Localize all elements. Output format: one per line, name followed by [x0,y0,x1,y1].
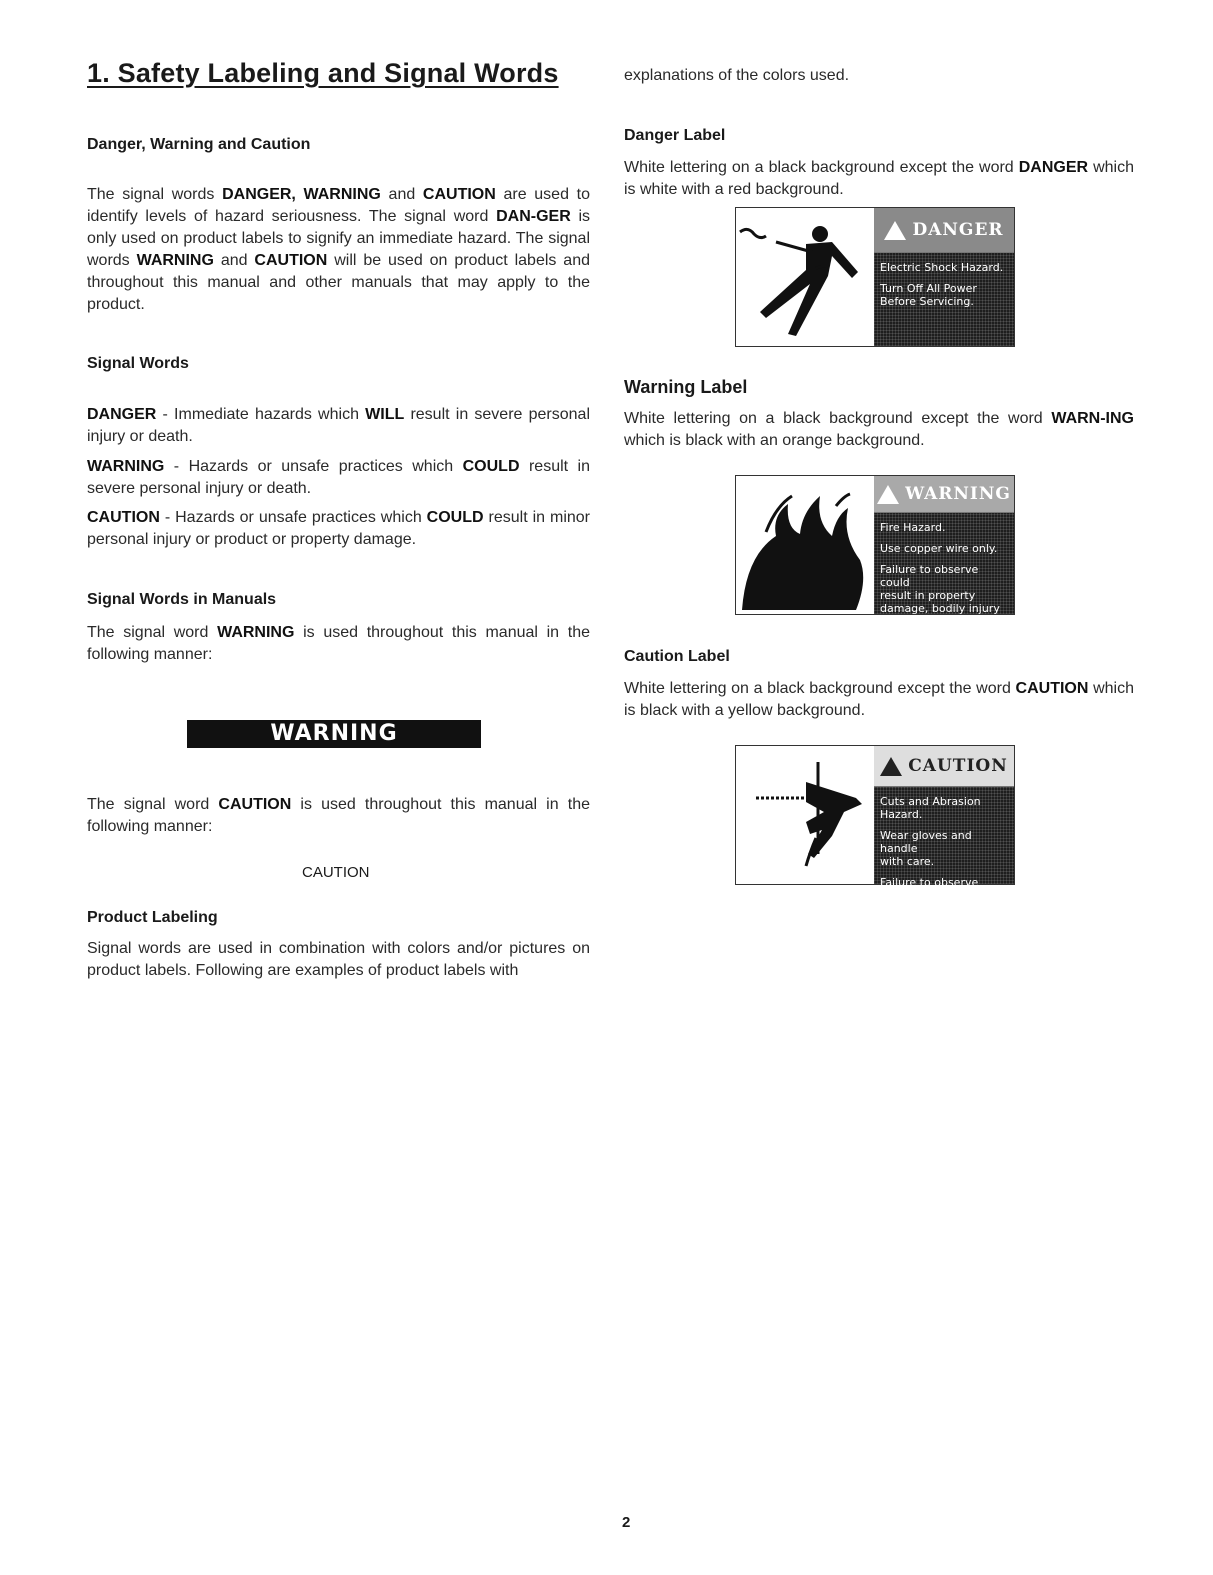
section-heading-product-labeling: Product Labeling [87,909,218,926]
section-heading-danger-warning-caution: Danger, Warning and Caution [87,136,311,153]
caution-label-text-panel [874,746,1014,915]
paragraph-caution-label: White lettering on a black background except the word CAUTION which is black with a yellow background. [624,680,1134,719]
warning-label-line: result in property [880,589,976,602]
danger-label-header [874,208,1014,253]
definition-warning: WARNING - Hazards or unsafe practices which COULD result in severe personal injury or death. [87,458,591,497]
caution-label-word: CAUTION [908,756,1008,776]
paragraph-caution-manual: The signal word CAUTION is used throughout this manual in the following manner: [87,796,590,835]
warning-label-line: damage, bodily injury [880,602,1000,615]
section-heading-signal-words-manuals: Signal Words in Manuals [87,591,277,608]
electric-shock-icon [736,208,872,346]
caution-label-line: with care. [880,855,935,868]
heading-caution-label: Caution Label [624,648,730,665]
danger-product-label [735,207,1015,347]
warning-label-line: or death. [880,615,931,628]
caution-label-line: Wear gloves and handle [880,829,972,855]
paragraph-danger-label: White lettering on a black background except the word DANGER which is white with a red background. [624,159,1134,198]
section-heading-signal-words: Signal Words [87,355,189,372]
caution-label-line: result in bodily injury. [880,902,998,915]
definition-caution: CAUTION - Hazards or unsafe practices which COULD result in minor personal injury or product or property damage. [87,509,591,548]
paragraph-continued: explanations of the colors used. [624,67,850,84]
danger-label-text-panel [874,208,1014,346]
caution-label-header [874,746,1014,787]
paragraph-warning-manual: The signal word WARNING is used throughout this manual in the following manner: [87,624,590,663]
danger-label-word: DANGER [912,220,1004,240]
danger-label-line: Before Servicing. [880,295,974,308]
danger-label-line: Turn Off All Power [880,282,977,295]
alert-triangle-icon [880,757,902,776]
warning-label-header [874,476,1014,513]
warning-label-text-panel [874,476,1014,628]
alert-triangle-icon [877,485,899,504]
alert-triangle-icon [884,221,906,240]
page-title: 1. Safety Labeling and Signal Words [87,58,559,88]
caution-product-label [735,745,1015,915]
warning-label-word: WARNING [905,484,1011,504]
paragraph-product-labeling: Signal words are used in combination with colors and/or pictures on product labels. Following are examples of product labels with [87,940,590,979]
caution-label-line: Failure to observe could [880,876,979,902]
warning-product-label [735,475,1015,628]
paragraph-signal-words-intro: The signal words DANGER, WARNING and CAUTION are used to identify levels of hazard seriousness. The signal word DAN-GER is only used on product labels to signify an immediate hazard. The signal words WARNING and CAUTION will be used on product labels and throughout this manual and other manuals that may apply to the product. [87,186,591,313]
warning-signal-bar: WARNING [187,720,481,748]
heading-danger-label: Danger Label [624,127,726,144]
definition-danger: DANGER - Immediate hazards which WILL result in severe personal injury or death. [87,406,590,445]
danger-label-line: Electric Shock Hazard. [880,261,1004,274]
heading-warning-label: Warning Label [624,377,748,397]
cut-hand-icon [736,746,872,884]
warning-label-line: Fire Hazard. [880,521,946,534]
caution-label-line: Cuts and Abrasion Hazard. [880,795,981,821]
fire-icon [736,476,872,614]
paragraph-warning-label: White lettering on a black background except the word WARN-ING which is black with an orange background. [624,410,1134,449]
page-number: 2 [622,1514,631,1531]
warning-label-line: Failure to observe could [880,563,979,589]
warning-label-line: Use copper wire only. [880,542,998,555]
caution-inline-word: CAUTION [302,864,370,881]
